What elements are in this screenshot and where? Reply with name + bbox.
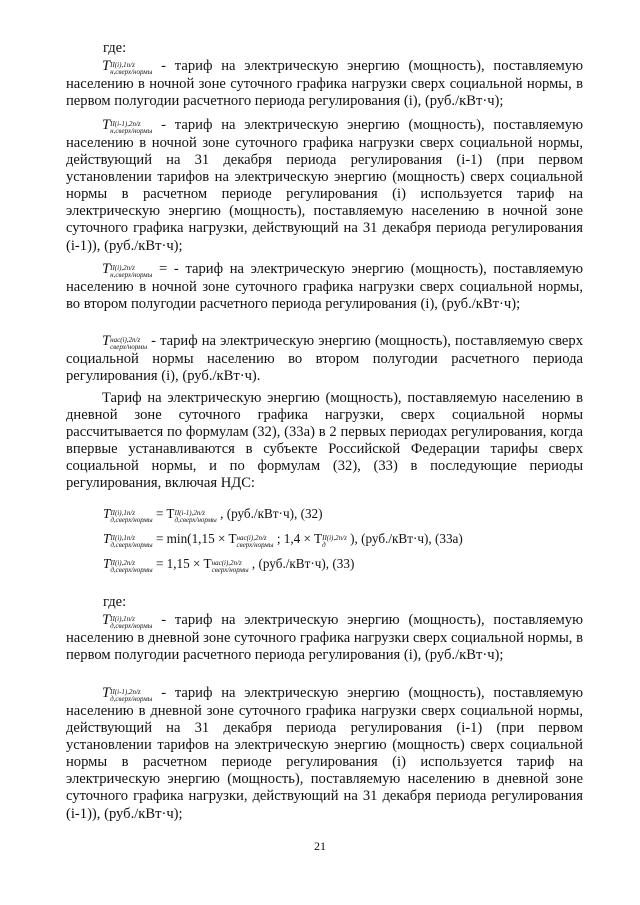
- page-number: 21: [314, 839, 326, 853]
- tariff-symbol: T II(i-1),2n/z д,сверх/нормы: [102, 685, 153, 703]
- definition-paragraph-2: [66, 117, 583, 255]
- definition-paragraph-5: [66, 612, 583, 664]
- definition-text: - тариф на электрическую энергию (мощность), поставляемую населению в ночной зоне суточного графика нагрузки сверх социальной нормы, в первом полугодии расчетного периода регулирования (i), (руб./кВт·ч);: [66, 58, 583, 110]
- formula-32: T II(i),1n/z д,сверх/нормы = T II(i-1),2n/z д,сверх/нормы , (руб./кВт·ч), (32): [103, 506, 323, 524]
- definition-paragraph-1: [66, 58, 583, 110]
- where-label-2: где:: [103, 594, 127, 610]
- definition-text: - тариф на электрическую энергию (мощность), поставляемую населению в дневной зоне суточного графика нагрузки сверх социальной нормы, действующий на 31 декабря периода регулирования (i-1) (при первом установлении тарифов на электрическую энергию (мощность) сверх социальной нормы в расчетном периоде регулирования (i) используется тариф на электрическую энергию (мощность), поставляемую населению в дневной зоне суточного графика нагрузки, действующий на 31 декабря периода регулирования (i-1)), (руб./кВт·ч);: [66, 685, 583, 822]
- definition-text: - тариф на электрическую энергию (мощность), поставляемую сверх социальной нормы населению во втором полугодии расчетного периода регулирования (i), (руб./кВт·ч).: [66, 333, 583, 385]
- definition-paragraph-3: [66, 261, 583, 313]
- definition-text: - тариф на электрическую энергию (мощность), поставляемую населению в дневной зоне суточного графика нагрузки сверх социальной нормы, в первом полугодии расчетного периода регулирования (i), (руб./кВт·ч);: [66, 612, 583, 664]
- definition-text: - тариф на электрическую энергию (мощность), поставляемую населению в ночной зоне суточного графика нагрузки сверх социальной нормы, действующий на 31 декабря периода регулирования (i-1) (при первом установлении тарифов на электрическую энергию (мощность) сверх социальной нормы в расчетном периоде регулирования (i) используется тариф на электрическую энергию (мощность), поставляемую населению в ночной зоне суточного графика нагрузки, действующий на 31 декабря периода регулирования (i-1)), (руб./кВт·ч);: [66, 117, 583, 254]
- formula-33: T II(i),2n/z д,сверх/нормы = 1,15 × T нас(i),2n/z сверх/нормы , (руб./кВт·ч), (33): [103, 556, 355, 574]
- tariff-symbol: T II(i),1n/z н,сверх/нормы: [102, 58, 153, 76]
- where-label-1: где:: [103, 40, 127, 56]
- definition-paragraph-4: [66, 333, 583, 385]
- body-paragraph: Тариф на электрическую энергию (мощность), поставляемую населению в дневной зоне суточного графика нагрузки, сверх социальной нормы рассчитывается по формулам (32), (33а) в 2 первых периодах регулирования, когда впервые устанавливаются в субъекте Российской Федерации тарифы сверх социальной нормы, и по формулам (32), (33) в последующие периоды регулирования, включая НДС:: [66, 390, 583, 492]
- tariff-symbol: T II(i),1n/z д,сверх/нормы: [102, 612, 153, 630]
- tariff-symbol: T нас(i),2n/z сверх/нормы: [102, 333, 148, 351]
- definition-paragraph-6: [66, 685, 583, 823]
- definition-text: = - тариф на электрическую энергию (мощность), поставляемую населению в ночной зоне суточного графика нагрузки сверх социальной нормы, во втором полугодии расчетного периода регулирования (i), (руб./кВт·ч);: [66, 261, 583, 313]
- formula-33a: T II(i),1n/z д,сверх/нормы = min(1,15 × T нас(i),2n/z сверх/нормы ; 1,4 × T II(i),2n/z д ), (руб./кВт·ч), (33а): [103, 531, 463, 549]
- tariff-symbol: T II(i),2n/z н,сверх/нормы: [102, 261, 153, 279]
- tariff-symbol: T II(i-1),2n/z н,сверх/нормы: [102, 117, 153, 135]
